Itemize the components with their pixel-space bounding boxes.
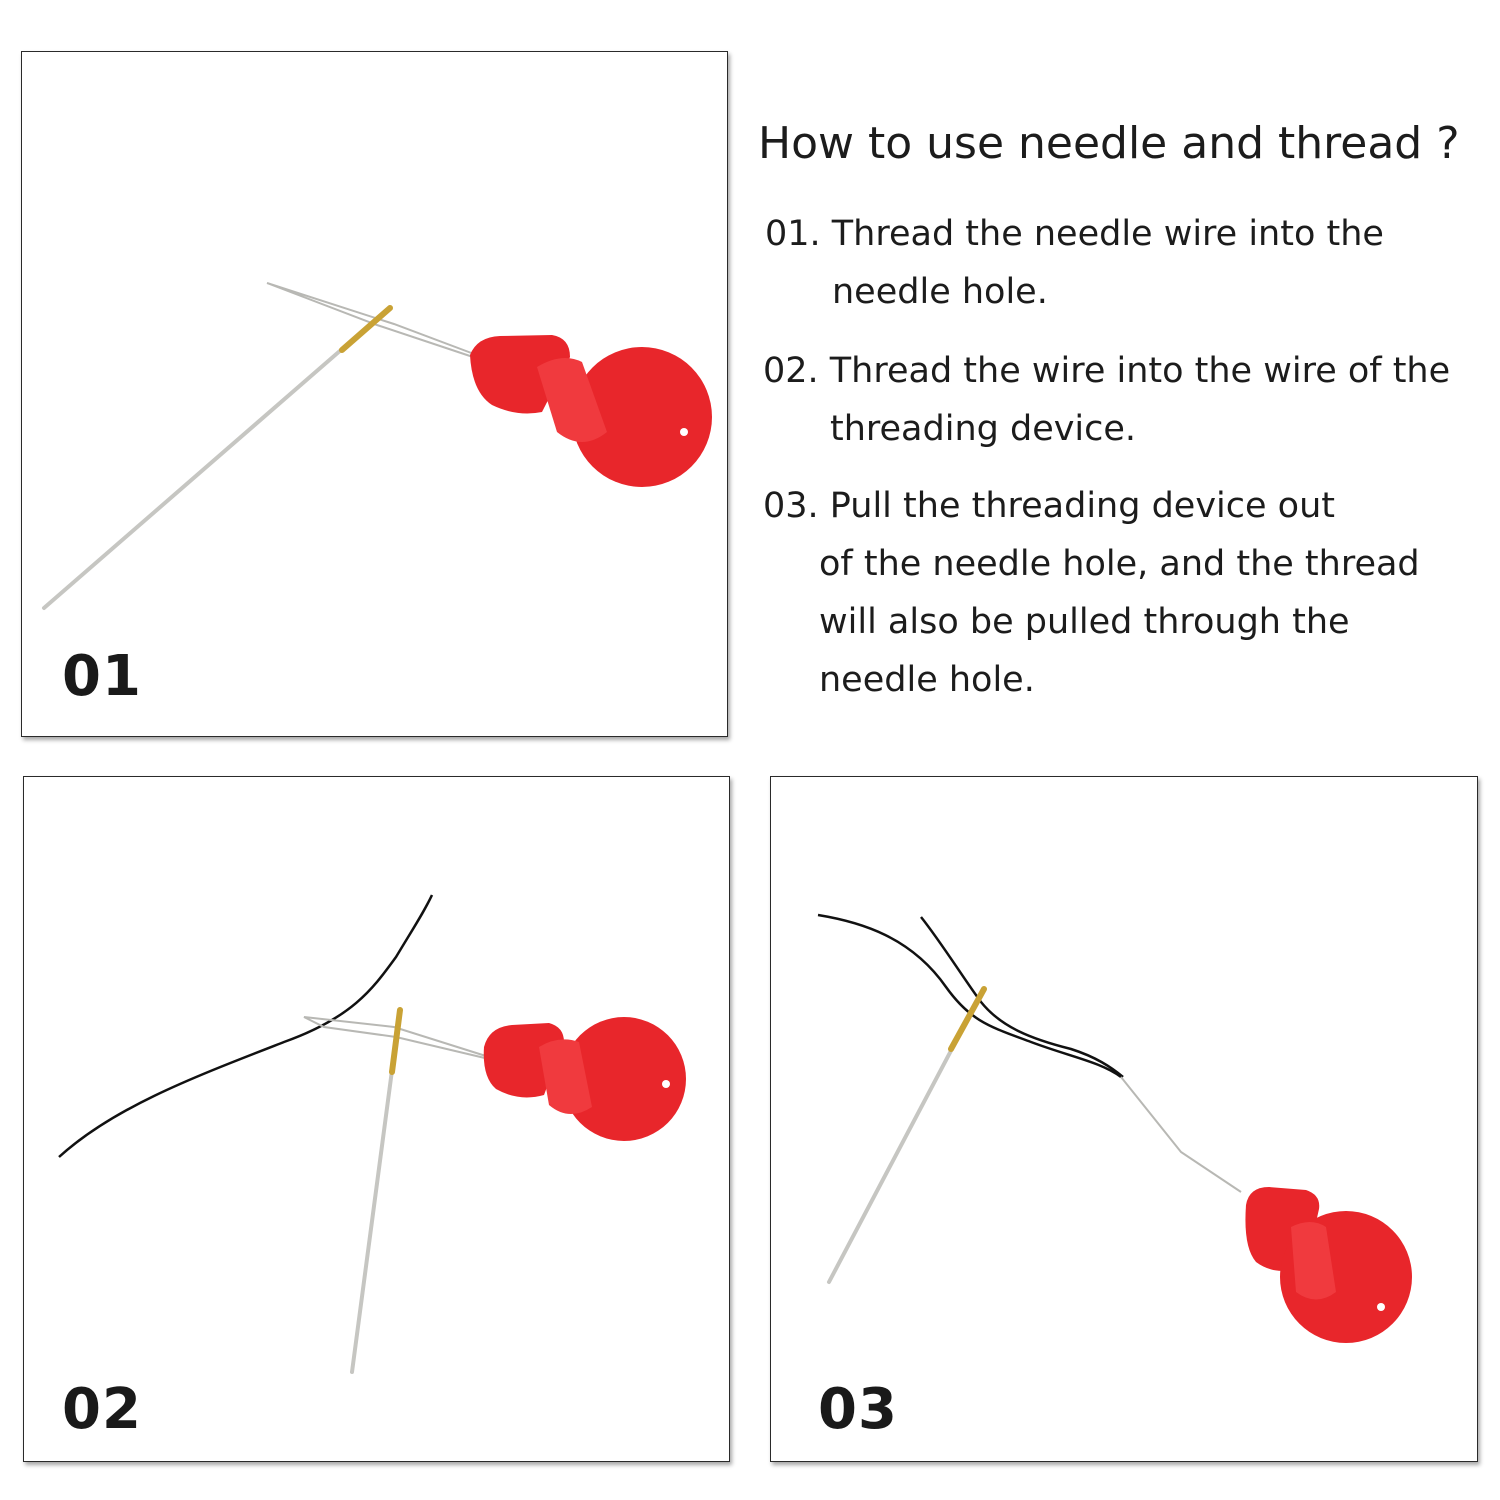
threader-wire (1121, 1077, 1241, 1192)
needle (44, 310, 387, 608)
step-3-number: 03 (818, 1377, 898, 1442)
instruction-line: needle hole. (832, 272, 1048, 312)
instruction-line: 02. Thread the wire into the wire of the (763, 351, 1451, 391)
instruction-line: of the needle hole, and the thread (819, 544, 1420, 584)
step-3-illustration (771, 777, 1478, 1462)
instruction-step-3 (763, 477, 1420, 709)
instruction-line: 01. Thread the needle wire into the (765, 214, 1384, 254)
step-2-illustration (24, 777, 730, 1462)
step-1-illustration (22, 52, 728, 737)
red-threader (470, 335, 712, 487)
instruction-step-2 (763, 342, 1450, 458)
red-threader (484, 1017, 686, 1141)
instruction-step-1 (765, 205, 1384, 321)
step-1-number: 01 (62, 644, 142, 709)
step-1-panel (21, 51, 728, 737)
thread (818, 915, 1121, 1077)
instruction-line: will also be pulled through the (819, 602, 1350, 642)
red-threader (1245, 1187, 1412, 1343)
instructions-title: How to use needle and thread ? (758, 118, 1460, 169)
step-2-number: 02 (62, 1377, 142, 1442)
instruction-line: needle hole. (819, 660, 1035, 700)
step-3-panel (770, 776, 1478, 1462)
step-2-panel (23, 776, 730, 1462)
instruction-line: 03. Pull the threading device out (763, 486, 1335, 526)
instruction-line: threading device. (830, 409, 1137, 449)
